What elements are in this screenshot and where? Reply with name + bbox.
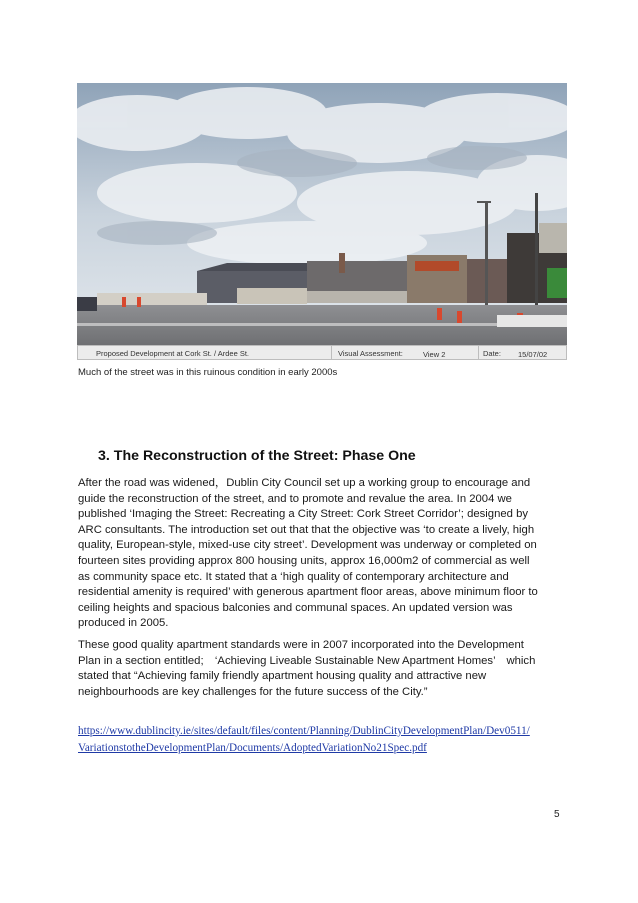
divider [331, 346, 332, 359]
paragraph-line: residential amenity is required’ with generous apartment floor areas, above minimum floor to [78, 586, 538, 599]
proposal-label: Proposed Development at Cork St. / Ardee St. [96, 349, 249, 358]
paragraph-line: guide the reconstruction of the street, and to promote and revalue the area. In 2004 we [78, 492, 512, 505]
assessment-label: Visual Assessment: [338, 349, 403, 358]
page-number: 5 [554, 809, 560, 820]
paragraph-line: as community space etc. It stated that a ‘high quality of contemporary architecture and [78, 570, 509, 583]
paragraph-line: published ‘Imaging the Street: Recreating a City Street: Cork Street Corridor’; designed by [78, 508, 529, 521]
paragraph-1 [78, 476, 564, 632]
reference-link-line[interactable]: VariationstotheDevelopmentPlan/Documents/AdoptedVariationNo21Spec.pdf [78, 742, 427, 754]
paragraph-2 [78, 638, 564, 700]
date-label: Date: [483, 349, 501, 358]
photo-caption: Much of the street was in this ruinous condition in early 2000s [78, 367, 338, 378]
street-photo [77, 83, 567, 345]
photo-caption-strip [77, 345, 567, 360]
reference-link[interactable] [78, 723, 568, 757]
view-label: View 2 [423, 350, 446, 359]
paragraph-line: stated that “Achieving family friendly apartment housing quality and attractive new [78, 670, 487, 683]
paragraph-line: ARC consultants. The introduction set out that that the objective was ‘to create a lively, high [78, 523, 535, 536]
section-heading: 3. The Reconstruction of the Street: Phase One [98, 448, 416, 464]
paragraph-line: produced in 2005. [78, 617, 169, 630]
paragraph-line: fourteen sites providing approx 800 housing units, approx 16,000m2 of commercial as well [78, 554, 530, 567]
date-value: 15/07/02 [518, 350, 548, 359]
paragraph-line: quality, European-style, mixed-use city street’. Development was underway or completed on [78, 539, 537, 552]
paragraph-line: ceiling heights and spacious balconies and communal spaces. An updated version was [78, 601, 513, 614]
paragraph-line: neighbourhoods are key challenges for the future success of the City.” [78, 685, 428, 698]
paragraph-line: Plan in a section entitled; ‘Achieving Liveable Sustainable New Apartment Homes’ which [78, 654, 536, 667]
paragraph-line: After the road was widened，Dublin City Council set up a working group to encourage and [78, 477, 531, 489]
paragraph-line: These good quality apartment standards were in 2007 incorporated into the Development [78, 639, 524, 651]
divider [478, 346, 479, 359]
reference-link-line[interactable]: https://www.dublincity.ie/sites/default/files/content/Planning/DublinCityDevelopmentPlan/Dev0511/ [78, 725, 530, 737]
